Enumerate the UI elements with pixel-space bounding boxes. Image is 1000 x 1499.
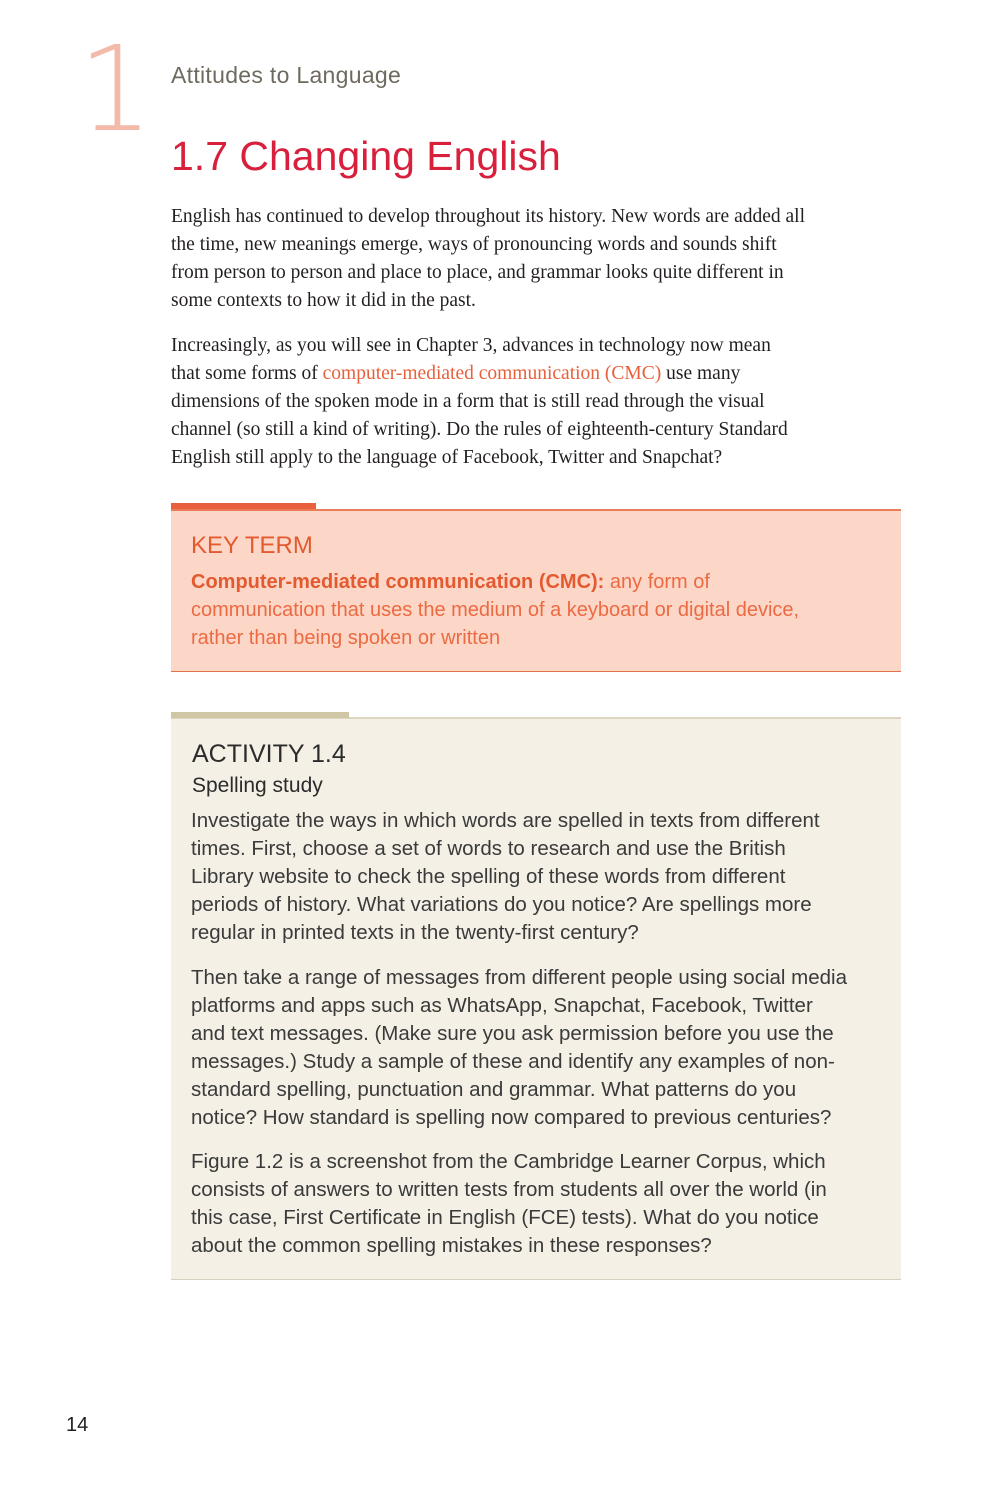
cmc-key-term-link[interactable]: computer-mediated communication (CMC) <box>322 363 662 384</box>
text-line: about the common spelling mistakes in these responses? <box>191 1234 712 1257</box>
text-line <box>171 360 911 388</box>
key-term-definition <box>191 568 799 652</box>
text-segment: use many <box>661 363 741 384</box>
text-line: Figure 1.2 is a screenshot from the Cambridge Learner Corpus, which <box>191 1150 826 1173</box>
text-line: and text messages. (Make sure you ask permission before you use the <box>191 1022 834 1045</box>
text-line: this case, First Certificate in English (FCE) tests). What do you notice <box>191 1206 819 1229</box>
text-line: channel (so still a kind of writing). Do the rules of eighteenth-century Standard <box>171 419 788 440</box>
text-line: the time, new meanings emerge, ways of pronouncing words and sounds shift <box>171 234 777 255</box>
key-term-accent-bar <box>171 503 316 509</box>
section-title: 1.7 Changing English <box>171 133 561 179</box>
text-line: English has continued to develop throughout its history. New words are added all <box>171 206 805 227</box>
text-line: regular in printed texts in the twenty-first century? <box>191 921 639 944</box>
text-line: Library website to check the spelling of these words from different <box>191 865 786 888</box>
chapter-number: 1 <box>78 20 154 158</box>
text-line: Increasingly, as you will see in Chapter 3, advances in technology now mean <box>171 335 771 356</box>
text-line: dimensions of the spoken mode in a form that is still read through the visual <box>171 391 765 412</box>
text-line: messages.) Study a sample of these and identify any examples of non- <box>191 1050 835 1073</box>
text-line: Investigate the ways in which words are spelled in texts from different <box>191 809 820 832</box>
activity-subheading: Spelling study <box>192 774 323 797</box>
text-line: rather than being spoken or written <box>191 627 501 649</box>
text-line: periods of history. What variations do you notice? Are spellings more <box>191 893 812 916</box>
text-line: Then take a range of messages from different people using social media <box>191 966 847 989</box>
page-number: 14 <box>66 1414 89 1436</box>
text-segment: that some forms of <box>171 363 323 384</box>
text-line: standard spelling, punctuation and grammar. What patterns do you <box>191 1078 797 1101</box>
text-line: times. First, choose a set of words to research and use the British <box>191 837 786 860</box>
text-line: notice? How standard is spelling now compared to previous centuries? <box>191 1106 832 1129</box>
activity-paragraph-2 <box>191 964 847 1132</box>
text-line: communication that uses the medium of a keyboard or digital device, <box>191 599 800 621</box>
paragraph-1 <box>171 203 911 315</box>
running-head: Attitudes to Language <box>171 62 402 88</box>
text-line: some contexts to how it did in the past. <box>171 290 476 311</box>
text-line: English still apply to the language of Facebook, Twitter and Snapchat? <box>171 447 723 468</box>
activity-accent-bar <box>171 712 349 718</box>
text-line: from person to person and place to place, and grammar looks quite different in <box>171 262 784 283</box>
text-line: platforms and apps such as WhatsApp, Snapchat, Facebook, Twitter <box>191 994 813 1017</box>
paragraph-2 <box>171 332 911 472</box>
key-term-heading: KEY TERM <box>191 532 313 559</box>
activity-heading: ACTIVITY 1.4 <box>192 740 346 768</box>
paragraph-2-rest <box>171 388 911 472</box>
text-line: consists of answers to written tests from students all over the world (in <box>191 1178 827 1201</box>
activity-paragraph-1 <box>191 807 820 947</box>
key-term-def-rest <box>191 596 799 652</box>
key-term-def-start: any form of <box>604 571 710 593</box>
activity-paragraph-3 <box>191 1148 827 1260</box>
key-term-term: Computer-mediated communication (CMC): <box>191 571 605 593</box>
